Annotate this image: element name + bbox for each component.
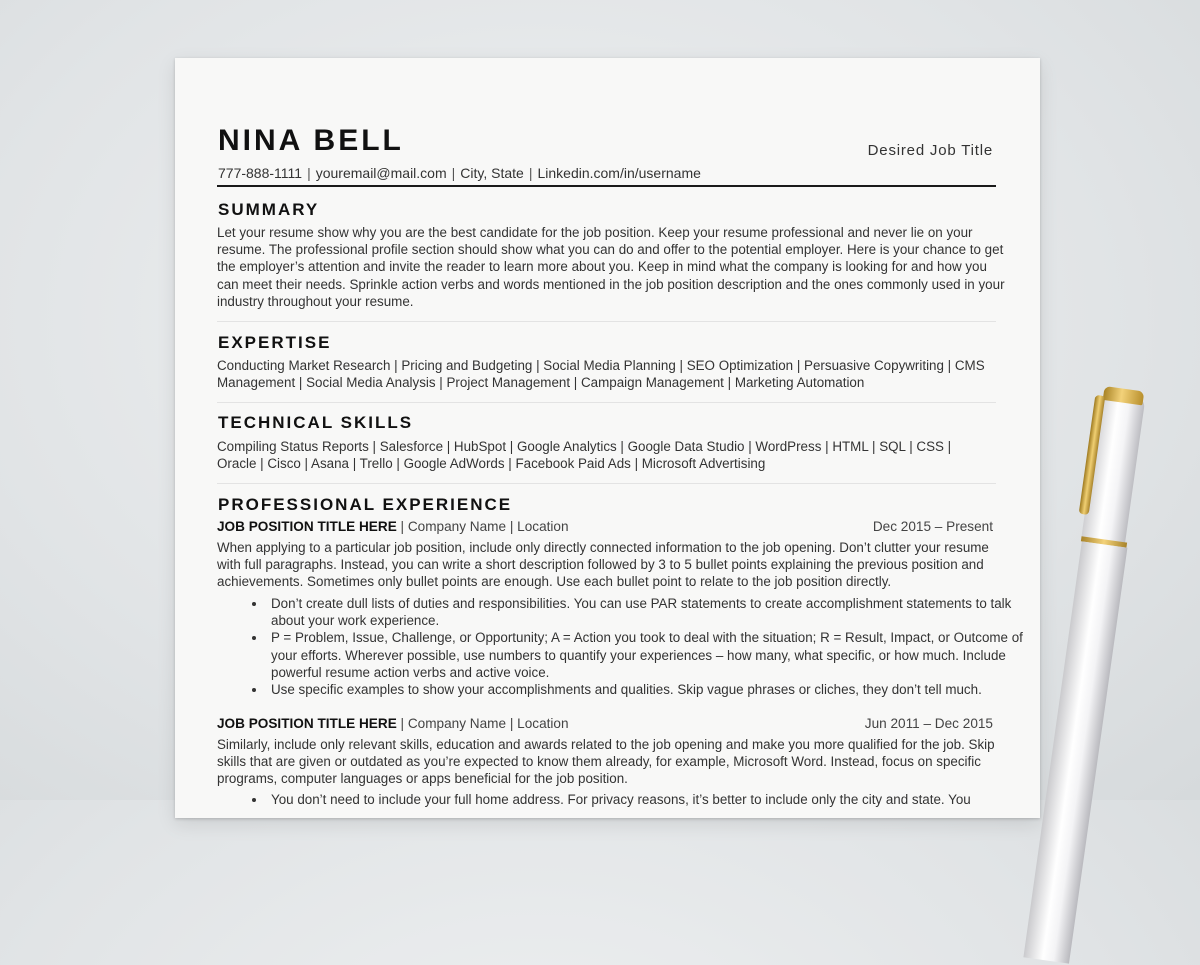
contact-email: youremail@mail.com bbox=[315, 165, 447, 181]
list-item: • P = Problem, Issue, Challenge, or Opportunity; A = Action you took to deal with the situation; R = Result, Impact, or Outcome of your efforts. Wherever possible, use numbers to quantify your experiences – how many, what specific, or how much. Include powerful resume action verbs and active voice. bbox=[267, 629, 1027, 681]
job-description: Similarly, include only relevant skills, education and awards related to the job opening and make you more qualified for the job. Skip skills that are given or outdated as you’re expected to know them already, for example, Microsoft Word. Instead, focus on specific programs, computer languages or apps beneficial for the job position. bbox=[217, 737, 995, 787]
list-item: • You don’t need to include your full home address. For privacy reasons, it’s better to include only the city and state. You bbox=[267, 791, 1027, 808]
job-bullets bbox=[243, 595, 1027, 698]
contact-location: City, State bbox=[460, 165, 524, 181]
job-dates: Dec 2015 – Present bbox=[872, 519, 993, 534]
section-divider bbox=[217, 321, 996, 322]
job-description: When applying to a particular job position, include only directly connected information to the job opening. Don’t clutter your resume with full paragraphs. Instead, you can write a short description followed by 3 to 5 bullet points explaining the previous position and achievements. Sometimes only bullet points are enough. Use each bullet point to relate to the job position directly. bbox=[217, 540, 989, 590]
contact-separator: | bbox=[307, 165, 311, 181]
job-dates: Jun 2011 – Dec 2015 bbox=[864, 716, 993, 731]
summary-heading: SUMMARY bbox=[218, 200, 320, 219]
job-company-location: | Company Name | Location bbox=[396, 716, 569, 731]
contact-separator: | bbox=[528, 165, 533, 181]
list-item: • Use specific examples to show your accomplishments and qualities. Skip vague phrases or cliches, they don’t tell much. bbox=[267, 681, 1027, 698]
section-divider bbox=[217, 402, 996, 403]
experience-heading: PROFESSIONAL EXPERIENCE bbox=[218, 495, 513, 514]
technical-skills-heading: TECHNICAL SKILLS bbox=[218, 413, 414, 432]
desired-job-title: Desired Job Title bbox=[867, 142, 993, 159]
job-company-location: | Company Name | Location bbox=[396, 519, 569, 534]
summary-text: Let your resume show why you are the best candidate for the job position. Keep your resume professional and never lie on your resume. The professional profile section should show what you can do and offer to the potential employer. Here is your chance to get the employer’s attention and invite the reader to learn more about you. Keep in mind what the company is looking for and how you can meet their needs. Sprinkle action verbs and words mentioned in the job position description and the ones commonly used in your industry throughout your resume. bbox=[217, 225, 1005, 309]
job-title-line bbox=[217, 519, 569, 534]
contact-separator: | bbox=[451, 165, 456, 181]
job-title-line bbox=[217, 716, 569, 731]
technical-skills-text: Compiling Status Reports | Salesforce | HubSpot | Google Analytics | Google Data Studio | WordPress | HTML | SQL | CSS | Oracle | Cisco | Asana | Trello | Google AdWords | Facebook Paid Ads | Microsoft Advertising bbox=[217, 439, 952, 472]
expertise-text: Conducting Market Research | Pricing and Budgeting | Social Media Planning | SEO Optimization | Persuasive Copywriting | CMS Management | Social Media Analysis | Project Management | Campaign Management | Marketing Automation bbox=[217, 358, 985, 391]
section-divider bbox=[217, 483, 996, 484]
job-header bbox=[217, 519, 993, 534]
list-item: • Don’t create dull lists of duties and responsibilities. You can use PAR statements to create accomplishment statements to talk about your work experience. bbox=[267, 595, 1027, 629]
job-header bbox=[217, 716, 993, 731]
expertise-heading: EXPERTISE bbox=[218, 333, 332, 352]
contact-phone: 777-888-1111 bbox=[218, 165, 303, 181]
header-divider bbox=[217, 185, 996, 187]
resume-name: NINA BELL bbox=[218, 124, 404, 157]
job-position: JOB POSITION TITLE HERE bbox=[217, 716, 397, 731]
contact-linkedin: Linkedin.com/in/username bbox=[537, 165, 701, 181]
contact-line bbox=[218, 165, 701, 181]
job-position: JOB POSITION TITLE HERE bbox=[217, 519, 397, 534]
resume-paper bbox=[175, 58, 1040, 818]
